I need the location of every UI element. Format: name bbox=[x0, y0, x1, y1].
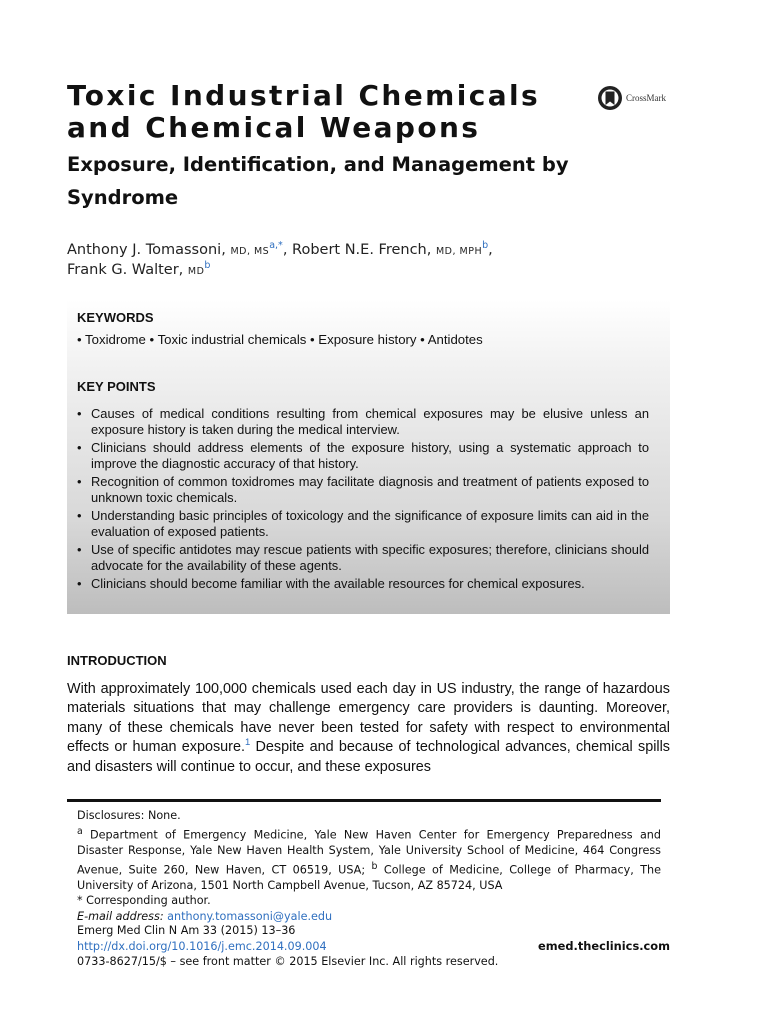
keywords-heading: KEYWORDS bbox=[77, 310, 154, 325]
key-point-item: • Clinicians should address elements of the exposure history, using a systematic approach to improve the diagnostic accuracy of that history. bbox=[77, 440, 649, 472]
key-point-item: • Clinicians should become familiar with the available resources for chemical exposures. bbox=[77, 576, 649, 592]
crossmark-badge[interactable] bbox=[597, 85, 666, 111]
email-label: E-mail address: bbox=[77, 910, 164, 924]
author-line-1: Anthony J. Tomassoni, MD, MS$^{a,*}$, Robert N.E. French, MD, MPH$^b$, bbox=[67, 240, 493, 258]
reference-link[interactable]: 1 bbox=[244, 737, 251, 749]
key-points-list bbox=[77, 406, 649, 594]
author-degrees: MD, MS bbox=[230, 246, 270, 257]
title-line-2: and Chemical Weapons bbox=[67, 111, 481, 144]
introduction-heading: INTRODUCTION bbox=[67, 653, 167, 668]
footnote-divider bbox=[67, 799, 661, 802]
intro-text-part-1: With approximately 100,000 chemicals used each day in US industry, the range of hazardous materials situations that may challenge emergency care providers is daunting. Moreover, many of these chemicals have never been tested for safety with respect to environmental effects or human exposure. bbox=[67, 681, 670, 756]
footnotes bbox=[77, 808, 661, 925]
disclosures-note: Disclosures: None. bbox=[77, 809, 181, 822]
author-degrees: MD bbox=[187, 266, 205, 277]
affiliation-mark[interactable]: b bbox=[482, 240, 489, 252]
crossmark-label: CrossMark bbox=[626, 93, 666, 103]
journal-citation: Emerg Med Clin N Am 33 (2015) 13–36 bbox=[77, 924, 296, 937]
key-point-item: • Recognition of common toxidromes may facilitate diagnosis and treatment of patients exposed to unknown toxic chemicals. bbox=[77, 474, 649, 506]
corresponding-author-note: * Corresponding author. bbox=[77, 894, 211, 908]
affiliation-mark[interactable]: b bbox=[204, 260, 211, 272]
citation-block bbox=[77, 923, 670, 970]
key-point-item: • Use of specific antidotes may rescue patients with specific exposures; therefore, clinicians should advocate for the availability of these agents. bbox=[77, 542, 649, 574]
author-name: Anthony J. Tomassoni, bbox=[67, 242, 226, 258]
intro-text-part-2: Despite and because of technological advances, chemical spills and disasters will continue to occur, and these exposures bbox=[67, 739, 671, 775]
journal-site-link[interactable]: emed.theclinics.com bbox=[538, 938, 670, 953]
affiliation-b-mark: b bbox=[371, 860, 378, 872]
affiliation-mark[interactable]: a,* bbox=[269, 240, 283, 252]
key-points-heading: KEY POINTS bbox=[77, 379, 156, 394]
article-title bbox=[67, 80, 567, 144]
affiliation-a-mark: a bbox=[77, 825, 83, 837]
author-degrees: MD, MPH bbox=[435, 246, 483, 257]
author-line-2 bbox=[67, 261, 687, 281]
author-name: , Robert N.E. French, bbox=[282, 242, 432, 258]
key-point-item: • Causes of medical conditions resulting from chemical exposures may be elusive unless an exposure history is taken during the medical interview. bbox=[77, 406, 649, 438]
article-subtitle: Exposure, Identification, and Management by Syndrome bbox=[67, 153, 569, 209]
affiliations-note bbox=[77, 824, 661, 894]
doi-link[interactable]: http://dx.doi.org/10.1016/j.emc.2014.09.004 bbox=[77, 939, 327, 953]
affiliation-a-text: Department of Emergency Medicine, Yale New Haven Center for Emergency Preparedness and Disaster Response, Yale New Haven Health System, Yale University School of Medicine, 464 Congress Avenue, Suite 260, New Haven, CT 06519, USA; bbox=[77, 828, 661, 877]
author-name: Frank G. Walter, bbox=[67, 262, 184, 278]
abstract-box bbox=[67, 300, 670, 614]
email-link[interactable]: anthony.tomassoni@yale.edu bbox=[167, 910, 333, 924]
title-line-1: Toxic Industrial Chemicals bbox=[67, 79, 541, 112]
introduction-paragraph bbox=[67, 680, 670, 777]
crossmark-icon bbox=[597, 85, 623, 111]
affiliation-b-text: College of Medicine, College of Pharmacy, The University of Arizona, 1501 North Campbell Avenue, Tucson, AZ 85724, USA bbox=[77, 863, 662, 892]
keywords-list: • Toxidrome • Toxic industrial chemicals • Exposure history • Antidotes bbox=[77, 332, 483, 347]
key-point-item: • Understanding basic principles of toxicology and the significance of exposure limits can aid in the evaluation of exposed patients. bbox=[77, 508, 649, 540]
copyright-line: 0733-8627/15/$ – see front matter © 2015 Elsevier Inc. All rights reserved. bbox=[77, 955, 499, 969]
author-list bbox=[67, 241, 687, 281]
